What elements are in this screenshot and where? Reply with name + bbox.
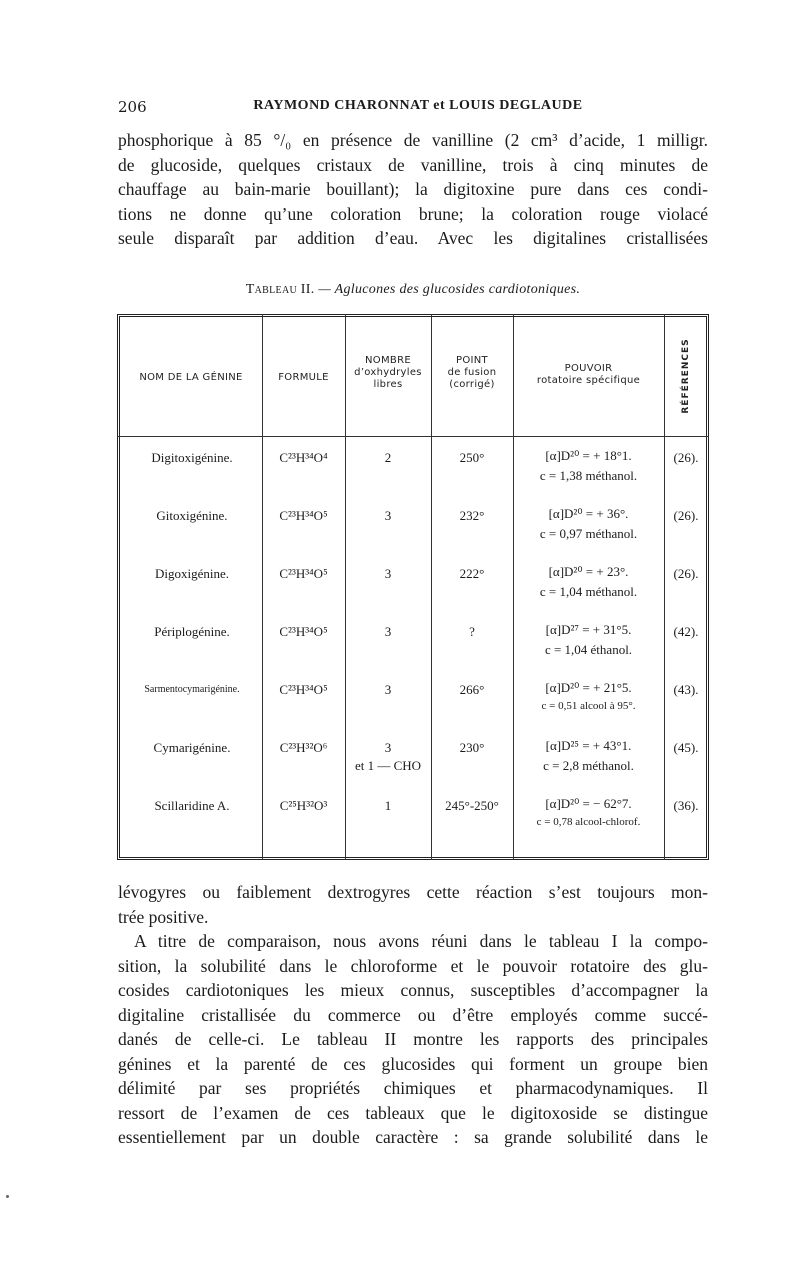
cell-rotation-value: [α]D²⁰ = + 23°.: [548, 564, 629, 579]
header-line: (corrigé): [449, 379, 495, 390]
header-references: RÉFÉRENCES: [681, 338, 691, 414]
cell-rotation-conditions: c = 0,51 alcool à 95°.: [541, 700, 636, 712]
cell-melting-point: 245°-250°: [445, 798, 499, 813]
cell-hydroxyls: 3: [384, 566, 392, 581]
text-line: génines et la parenté de ces glucosides qui forment un groupe bien: [118, 1053, 708, 1074]
header-line: rotatoire spécifique: [536, 375, 641, 386]
cell-genine-name: Gitoxigénine.: [156, 508, 228, 523]
cell-hydroxyls: 1: [384, 798, 392, 813]
cell-hydroxyls: 3: [384, 740, 392, 755]
cell-melting-point: 266°: [459, 682, 485, 697]
cell-formula: C²³H³⁴O⁵: [279, 508, 328, 523]
text-line: sition, la solubilité dans le chloroforme et le pouvoir rotatoire des glu-: [118, 955, 708, 976]
column-divider: [345, 314, 346, 860]
text-line: chauffage au bain-marie bouillant); la digitoxine pure dans ces condi-: [118, 179, 708, 199]
text-line: délimité par ses propriétés chimiques et pharmacodynamiques. Il: [118, 1078, 708, 1098]
cell-genine-name: Scillaridine A.: [154, 798, 230, 813]
cell-rotation-conditions: c = 0,78 alcool-chlorof.: [536, 816, 641, 828]
text-line: cosides cardiotoniques les mieux connus, susceptibles d’accompagner la: [118, 980, 708, 1000]
cell-reference: (26).: [673, 450, 699, 465]
top-paragraph: [118, 128, 708, 251]
cell-genine-name: Digitoxigénine.: [151, 450, 233, 465]
text-line: trée positive.: [118, 906, 209, 927]
cell-rotation-value: [α]D²⁰ = + 36°.: [548, 506, 629, 521]
header-line: de fusion: [447, 367, 497, 378]
header-rotation: [513, 363, 664, 387]
cell-hydroxyls: 3: [384, 508, 392, 523]
cell-genine-name: Périplogénine.: [154, 624, 230, 639]
cell-formula: C²³H³²O⁶: [279, 740, 328, 755]
cell-melting-point: 230°: [459, 740, 485, 755]
text-line: seule disparaît par addition d’eau. Avec les digitalines cristallisées: [118, 228, 708, 248]
cell-genine-name: Cymarigénine.: [153, 740, 231, 755]
cell-reference: (45).: [673, 740, 699, 755]
cell-rotation-conditions: c = 1,04 éthanol.: [544, 642, 633, 657]
text-line: A titre de comparaison, nous avons réuni dans le tableau I la compo-: [134, 931, 708, 951]
cell-rotation-conditions: c = 2,8 méthanol.: [543, 758, 634, 773]
table-label: Tableau II.: [245, 282, 315, 297]
header-hydroxyls: [345, 355, 431, 391]
header-rule: [117, 436, 709, 437]
text-line: essentiellement par un double caractère : sa grande solubilité dans le: [118, 1127, 708, 1147]
table-caption-text: — Aglucones des glucosides cardiotoniques.: [314, 282, 581, 297]
page-header: [118, 96, 708, 120]
cell-rotation-value: [α]D²⁰ = + 21°5.: [545, 680, 632, 695]
running-head: RAYMOND CHARONNAT et LOUIS DEGLAUDE: [253, 98, 583, 113]
cell-formula: C²⁵H³²O³: [279, 798, 328, 813]
cell-rotation-conditions: c = 1,04 méthanol.: [539, 584, 638, 599]
column-divider: [431, 314, 432, 860]
bottom-paragraph: [118, 880, 708, 1150]
cell-rotation-value: [α]D²⁰ = + 18°1.: [545, 448, 632, 463]
text-line: phosphorique à 85 °/₀ en présence de vanilline (2 cm³ d’acide, 1 milligr.: [118, 130, 708, 150]
cell-melting-point: 250°: [459, 450, 485, 465]
page-number: 206: [118, 98, 147, 116]
margin-speck: [6, 1195, 9, 1198]
header-line: d’oxhydryles: [354, 367, 422, 378]
header-formula: FORMULE: [278, 372, 329, 383]
header-line: libres: [373, 379, 403, 390]
cell-formula: C²³H³⁴O⁵: [279, 624, 328, 639]
cell-genine-name: Sarmentocymarigénine.: [144, 684, 240, 695]
header-line: NOMBRE: [365, 355, 411, 366]
text-line: danés de celle-ci. Le tableau II montre les rapports des principales: [118, 1029, 708, 1049]
header-melting-point: [431, 355, 513, 391]
cell-hydroxyls: 2: [384, 450, 392, 465]
column-divider: [262, 314, 263, 860]
column-divider: [664, 314, 665, 860]
header-line: POINT: [456, 355, 488, 366]
cell-hydroxyls: 3: [384, 624, 392, 639]
cell-melting-point: 232°: [459, 508, 485, 523]
cell-rotation-value: [α]D²⁷ = + 31°5.: [545, 622, 632, 637]
cell-hydroxyls: 3: [384, 682, 392, 697]
table-caption: [118, 282, 708, 298]
cell-reference: (26).: [673, 508, 699, 523]
cell-formula: C²³H³⁴O⁴: [279, 450, 328, 465]
cell-formula: C²³H³⁴O⁵: [279, 682, 328, 697]
text-line: digitaline cristallisée du commerce ou d’être employés comme succé-: [118, 1004, 708, 1025]
text-line: de glucoside, quelques cristaux de vanilline, trois à cinq minutes de: [118, 154, 708, 175]
text-line: tions ne donne qu’une coloration brune; la coloration rouge violacé: [118, 203, 708, 224]
cell-melting-point: 222°: [459, 566, 485, 581]
cell-rotation-value: [α]D²⁰ = − 62°7.: [545, 796, 632, 811]
cell-reference: (36).: [673, 798, 699, 813]
header-name: NOM DE LA GÉNINE: [139, 372, 243, 383]
cell-rotation-value: [α]D²⁵ = + 43°1.: [545, 738, 632, 753]
cell-reference: (26).: [673, 566, 699, 581]
cell-hydroxyls-extra: et 1 — CHO: [354, 758, 422, 773]
cell-reference: (42).: [673, 624, 699, 639]
text-line: lévogyres ou faiblement dextrogyres cette réaction s’est toujours mon-: [118, 882, 708, 902]
cell-melting-point: ?: [469, 624, 475, 639]
cell-reference: (43).: [673, 682, 699, 697]
text-line: ressort de l’examen de ces tableaux que le digitoxoside se distingue: [118, 1102, 708, 1123]
header-line: POUVOIR: [564, 363, 613, 374]
cell-rotation-conditions: c = 1,38 méthanol.: [539, 468, 638, 483]
cell-rotation-conditions: c = 0,97 méthanol.: [539, 526, 638, 541]
cell-formula: C²³H³⁴O⁵: [279, 566, 328, 581]
cell-genine-name: Digoxigénine.: [154, 566, 229, 581]
